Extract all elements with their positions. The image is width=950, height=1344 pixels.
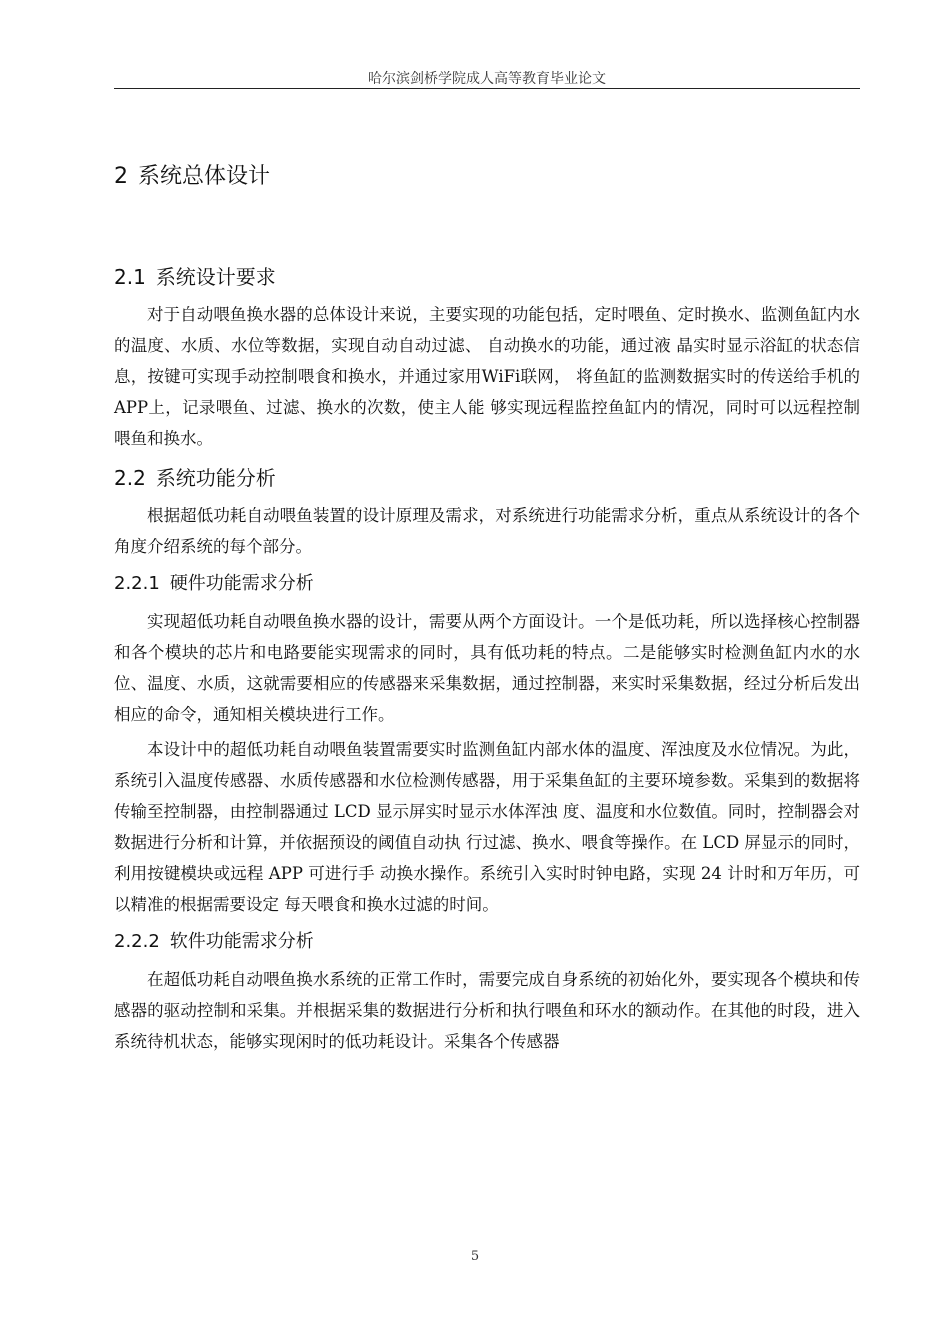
page-body xyxy=(114,155,860,1061)
subsection-heading-2-2-2 xyxy=(114,924,860,960)
page-number: 5 xyxy=(470,1249,480,1264)
paragraph: 对于自动喂鱼换水器的总体设计来说，主要实现的功能包括，定时喂鱼、定时换水、监测鱼缸内水的温度、水质、水位等数据，实现自动自动过滤、 自动换水的功能，通过液 晶实时显示浴缸的状态信息，按键可实现手动控制喂食和换水，并通过家用WiFi联网， 将鱼缸的监测数据实时的传送给手机的APP上，记录喂鱼、过滤、换水的次数，使主人能 够实现远程监控鱼缸内的情况，同时可以远程控制喂鱼和换水。 xyxy=(114,305,860,448)
section-title: 系统功能分析 xyxy=(155,466,276,490)
subsection-heading-2-2-1 xyxy=(114,566,860,602)
section-heading-2-1 xyxy=(114,257,860,297)
page-header: 哈尔滨剑桥学院成人高等教育毕业论文 xyxy=(368,71,606,87)
chapter-title: 系统总体设计 xyxy=(138,164,271,189)
section-heading-2-2 xyxy=(114,458,860,498)
paragraph: 在超低功耗自动喂鱼换水系统的正常工作时，需要完成自身系统的初始化外，要实现各个模块和传感器的驱动控制和采集。并根据采集的数据进行分析和执行喂鱼和环水的额动作。在其他的时段，进入系统待机状态，能够实现闲时的低功耗设计。采集各个传感器 xyxy=(114,970,860,1051)
paragraph: 实现超低功耗自动喂鱼换水器的设计，需要从两个方面设计。一个是低功耗，所以选择核心控制器和各个模块的芯片和电路要能实现需求的同时，具有低功耗的特点。二是能够实时检测鱼缸内水的水位、温度、水质，这就需要相应的传感器来采集数据，通过控制器，来实时采集数据，经过分析后发出相应的命令，通知相关模块进行工作。 xyxy=(114,612,860,724)
paragraph: 根据超低功耗自动喂鱼装置的设计原理及需求，对系统进行功能需求分析，重点从系统设计的各个角度介绍系统的每个部分。 xyxy=(114,506,860,556)
subsection-title: 硬件功能需求分析 xyxy=(169,573,314,594)
section-number: 2.1 xyxy=(114,265,146,289)
section-number: 2.2 xyxy=(114,466,146,490)
chapter-number: 2 xyxy=(114,164,128,189)
chapter-heading xyxy=(114,155,860,199)
subsection-title: 软件功能需求分析 xyxy=(169,931,314,952)
section-title: 系统设计要求 xyxy=(155,265,276,289)
header-rule xyxy=(114,88,860,89)
subsection-number: 2.2.1 xyxy=(114,573,160,594)
paragraph: 本设计中的超低功耗自动喂鱼装置需要实时监测鱼缸内部水体的温度、浑浊度及水位情况。为此，系统引入温度传感器、水质传感器和水位检测传感器，用于采集鱼缸的主要环境参数。采集到的数据将传输至控制器，由控制器通过 LCD 显示屏实时显示水体浑浊 度、温度和水位数值。同时，控制器会对数据进行分析和计算，并依据预设的阈值自动执 行过滤、换水、喂食等操作。在 LCD 屏显示的同时，利用按键模块或远程 APP 可进行手 动换水操作。系统引入实时时钟电路，实现 24 计时和万年历，可以精准的根据需要设定 每天喂食和换水过滤的时间。 xyxy=(114,740,860,914)
subsection-number: 2.2.2 xyxy=(114,931,160,952)
